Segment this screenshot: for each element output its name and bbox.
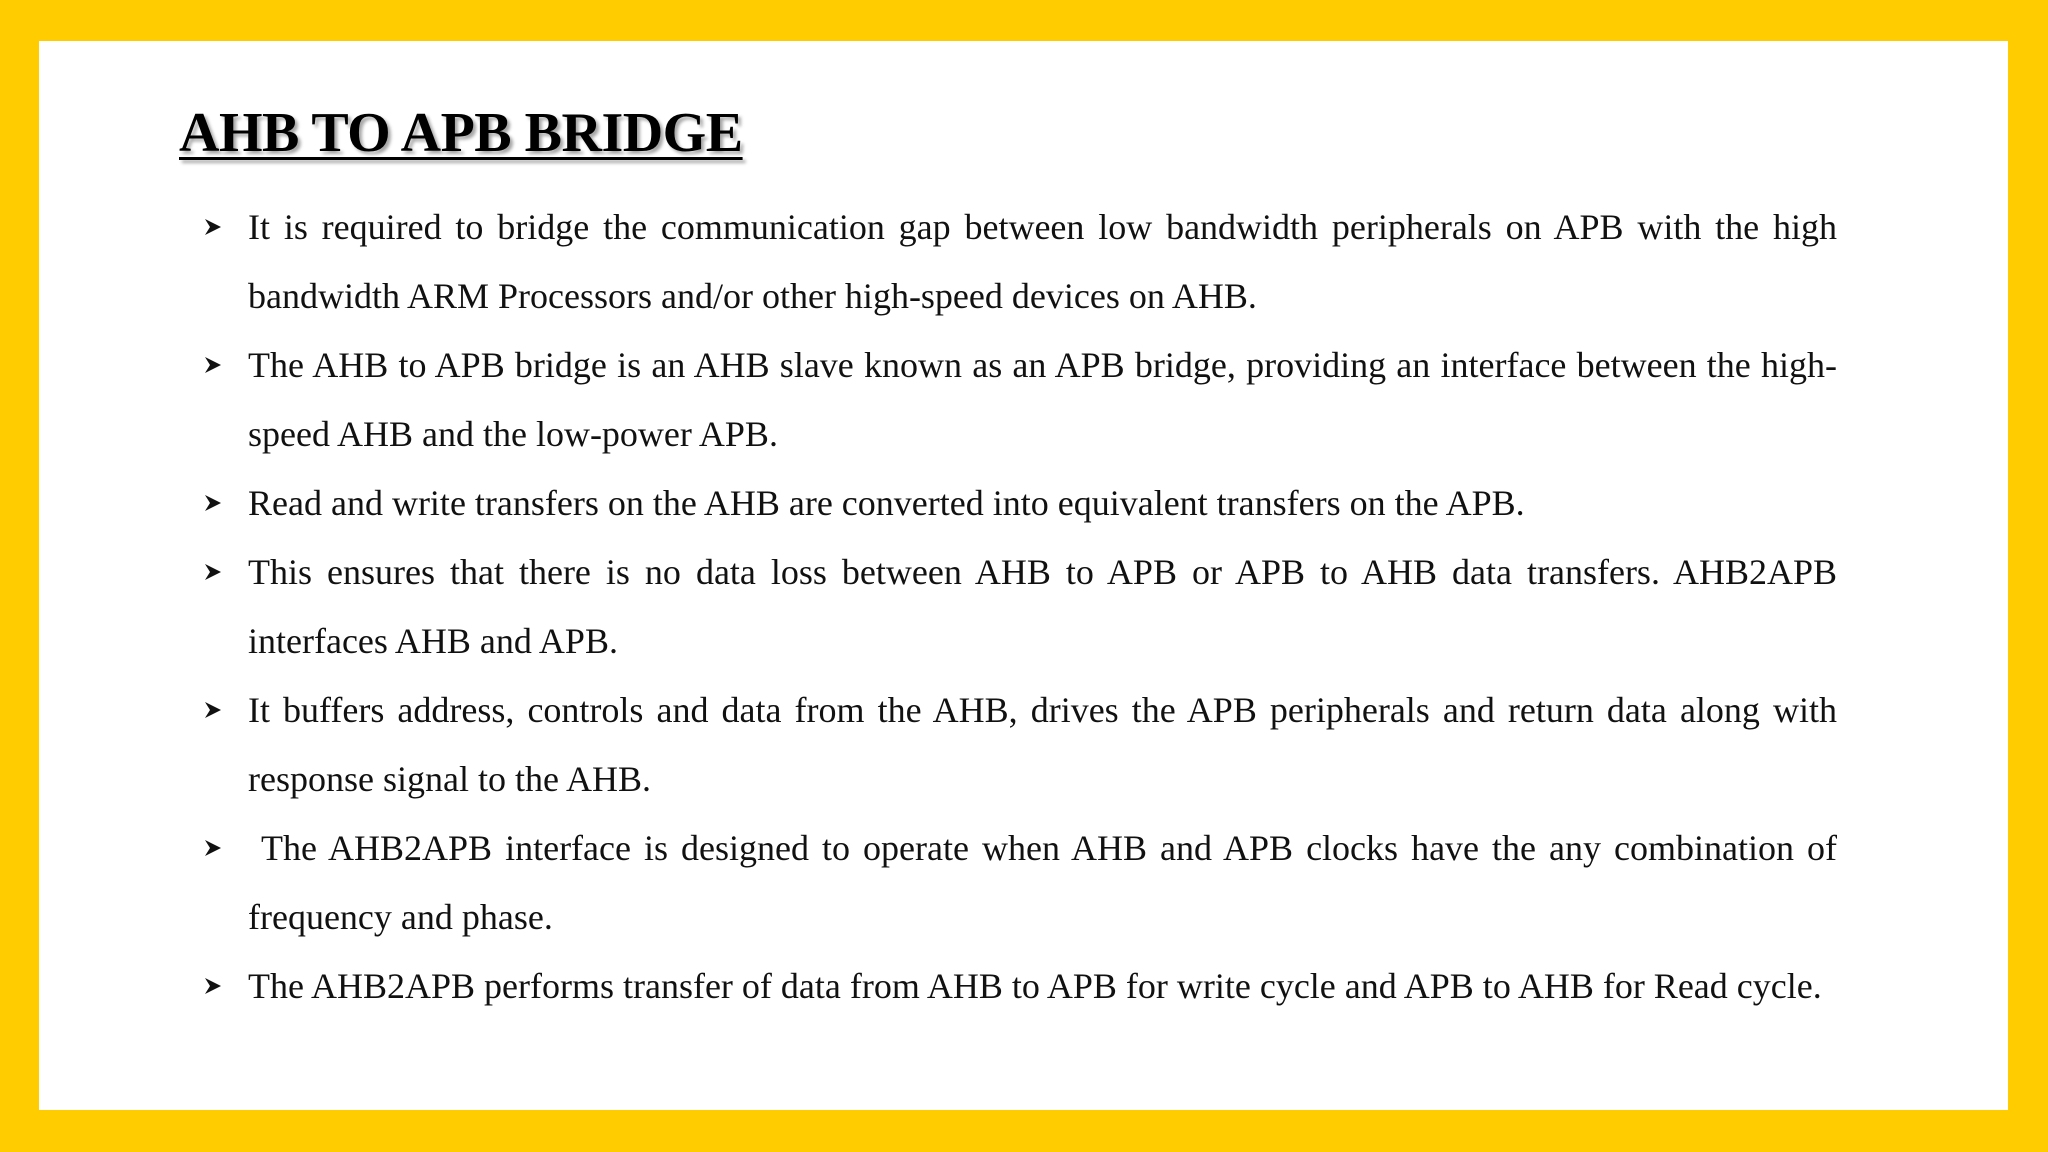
bullet-item (199, 193, 1837, 331)
bullet-text: The AHB2APB performs transfer of data from AHB to APB for write cycle and APB to AHB for Read cycle. (248, 966, 1822, 1006)
slide (39, 41, 2008, 1110)
bullet-item (199, 952, 1837, 1021)
arrow-bullet-icon (199, 814, 227, 883)
arrow-bullet-icon (199, 676, 227, 745)
bullet-text: Read and write transfers on the AHB are converted into equivalent transfers on the APB. (248, 483, 1525, 523)
bullet-item (199, 676, 1837, 814)
arrow-bullet-icon (199, 538, 227, 607)
bullet-item (199, 538, 1837, 676)
arrow-bullet-icon (199, 193, 227, 262)
arrow-bullet-icon (199, 331, 227, 400)
slide-title: AHB TO APB BRIDGE (179, 102, 743, 164)
bullet-text: The AHB2APB interface is designed to operate when AHB and APB clocks have the any combination of frequency and phase. (248, 828, 1847, 937)
arrow-bullet-icon (199, 952, 227, 1021)
bullet-text: The AHB to APB bridge is an AHB slave known as an APB bridge, providing an interface between the high-speed AHB and the low-power APB. (248, 345, 1837, 454)
bullet-list (199, 193, 1847, 1021)
arrow-bullet-icon (199, 469, 227, 538)
bullet-text: It is required to bridge the communication gap between low bandwidth peripherals on APB with the high bandwidth ARM Processors and/or other high-speed devices on AHB. (248, 207, 1837, 316)
bullet-text: It buffers address, controls and data from the AHB, drives the APB peripherals and return data along with response signal to the AHB. (248, 690, 1837, 799)
bullet-item (199, 814, 1847, 952)
bullet-item (199, 331, 1837, 469)
bullet-item (199, 469, 1837, 538)
bullet-text: This ensures that there is no data loss between AHB to APB or APB to AHB data transfers. AHB2APB interfaces AHB and APB. (248, 552, 1837, 661)
